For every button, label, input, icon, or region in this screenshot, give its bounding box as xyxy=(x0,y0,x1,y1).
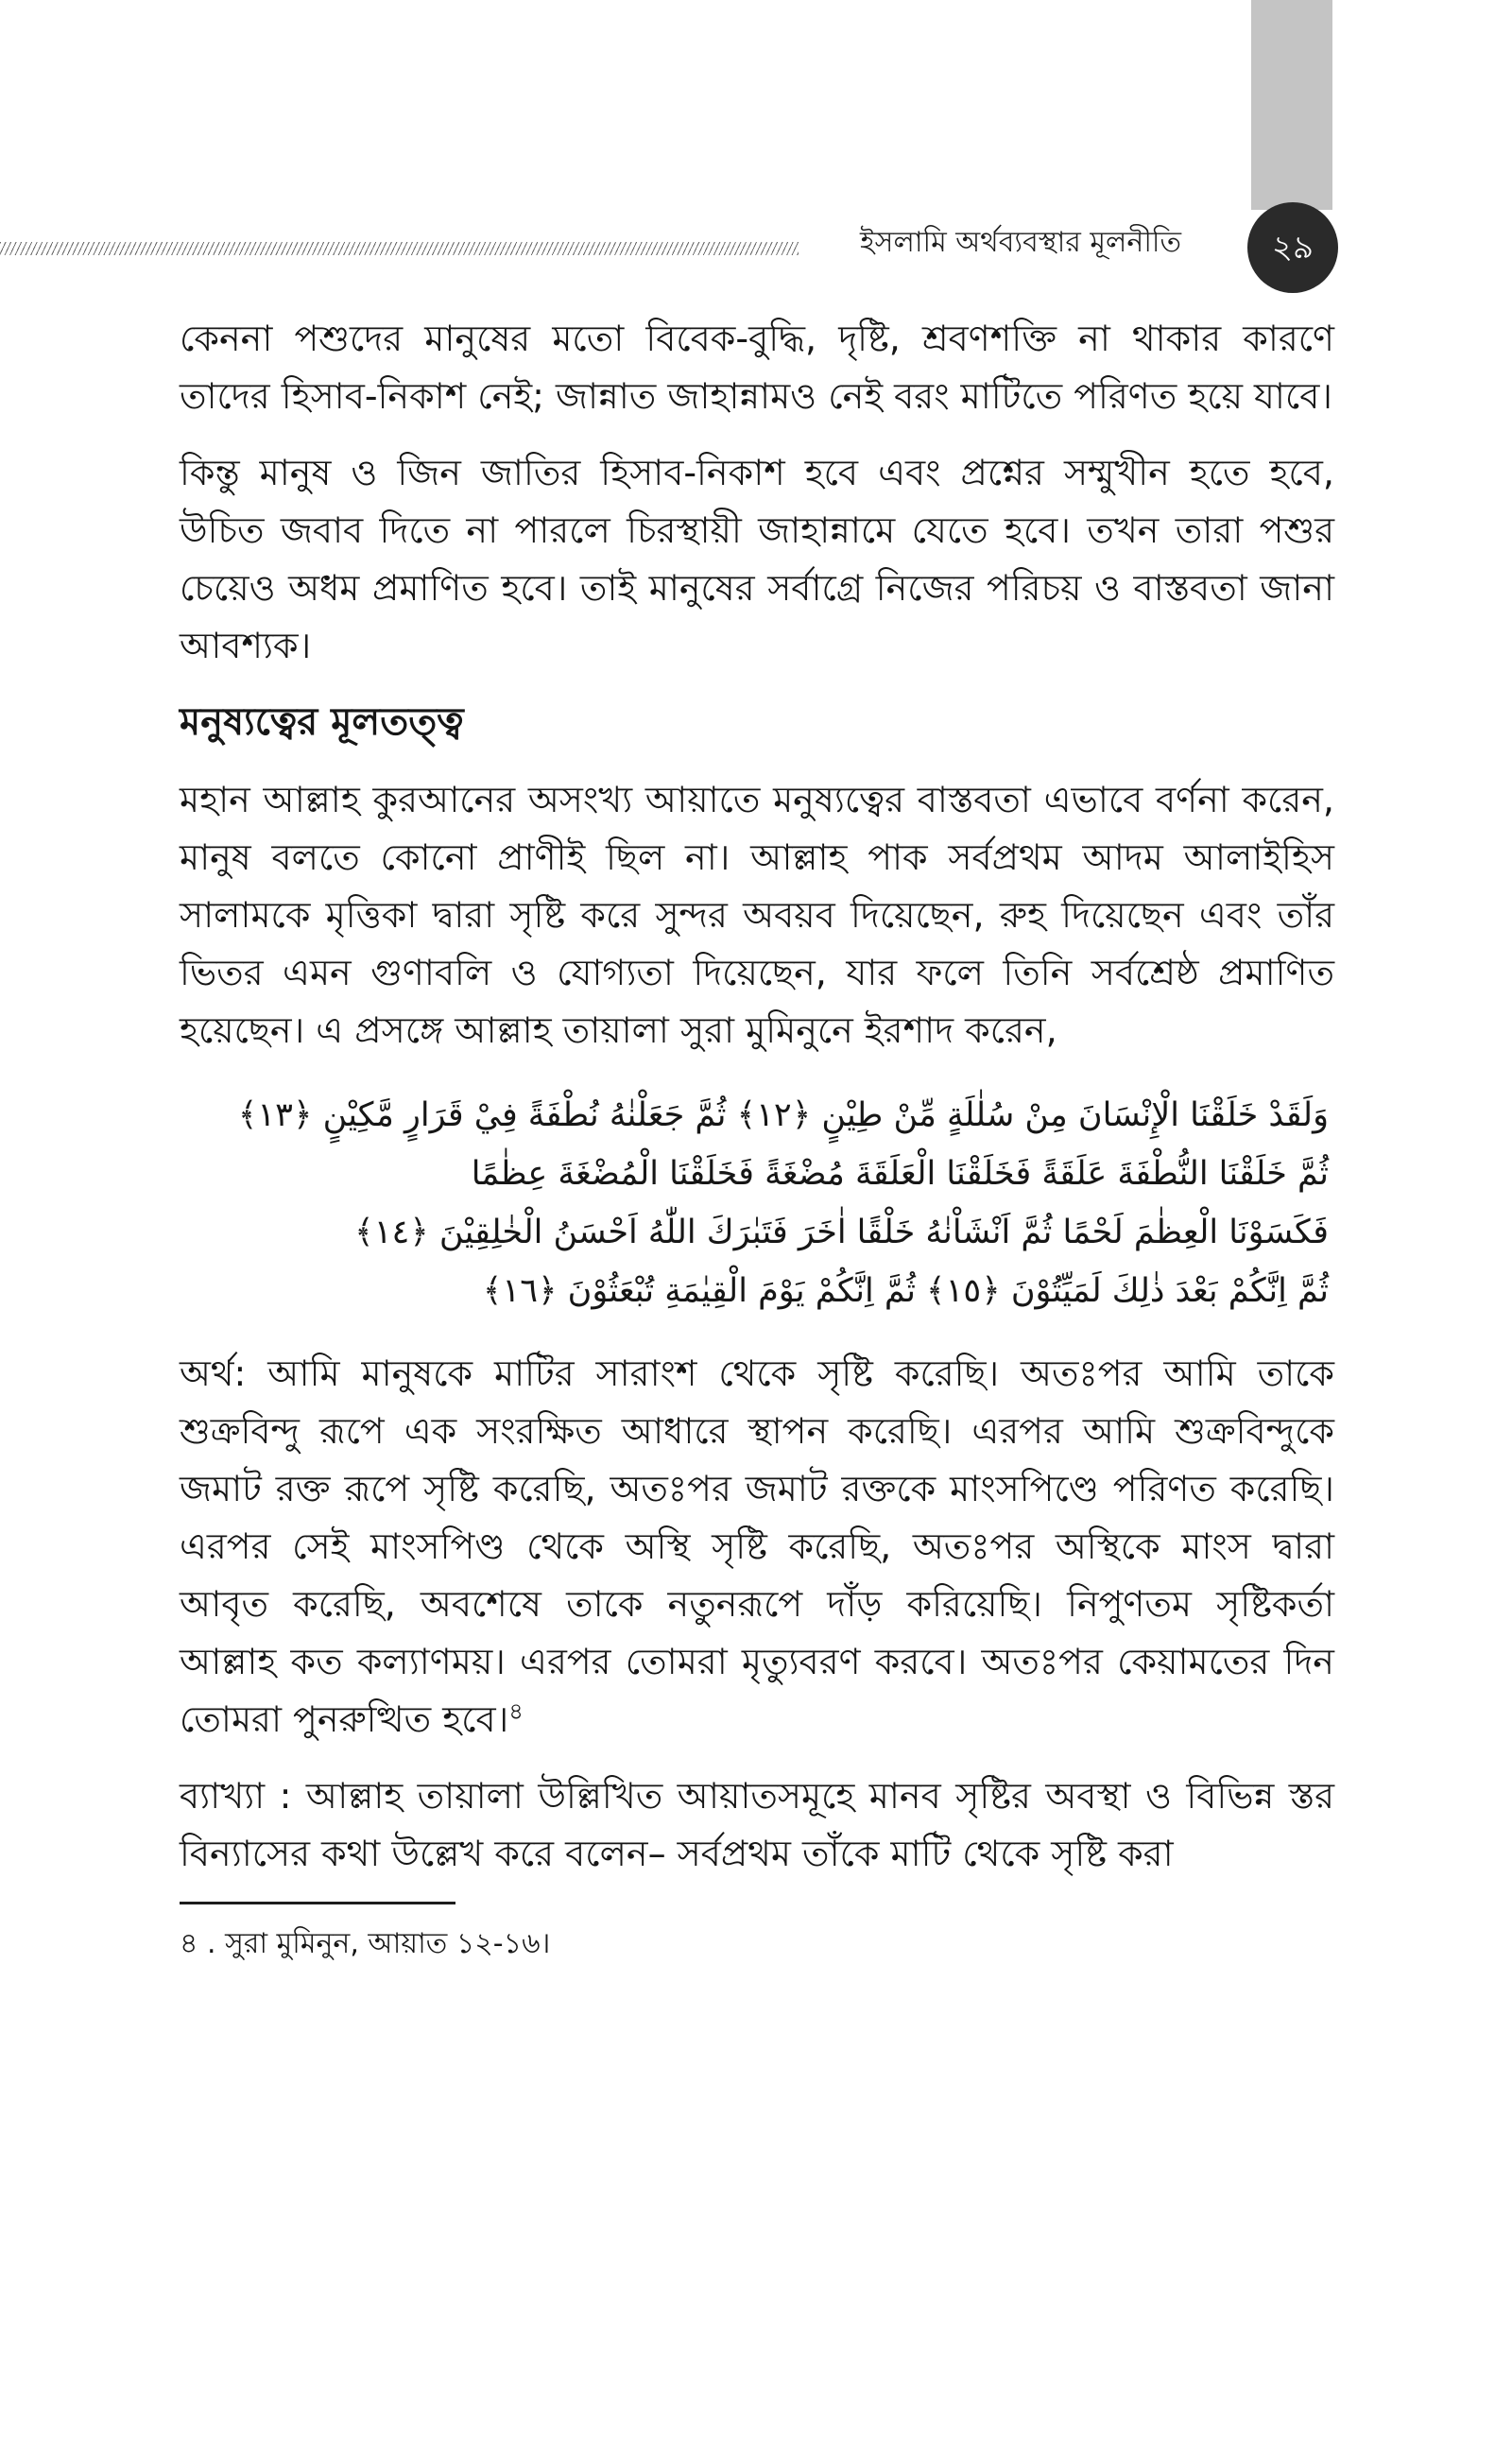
section-heading: মনুষ্যত্বের মূলতত্ত্ব xyxy=(180,700,464,744)
paragraph-3: মহান আল্লাহ কুরআনের অসংখ্য আয়াতে মনুষ্যত্বের বাস্তবতা এভাবে বর্ণনা করেন, মানুষ বলতে কোনো প্রাণীই ছিল না। আল্লাহ পাক সর্বপ্রথম আদম আলাইহিস সালামকে মৃত্তিকা দ্বারা সৃষ্টি করে সুন্দর অবয়ব দিয়েছেন, রুহ দিয়েছেন এবং তাঁর ভিতর এমন গুণাবলি ও যোগ্যতা দিয়েছেন, যার ফলে তিনি সর্বশ্রেষ্ঠ প্রমাণিত হয়েছেন। এ প্রসঙ্গে আল্লাহ তায়ালা সুরা মুমিনুনে ইরশাদ করেন, xyxy=(180,779,1334,1051)
translation-text: অর্থ: আমি মানুষকে মাটির সারাংশ থেকে সৃষ্টি করেছি। অতঃপর আমি তাকে শুক্রবিন্দু রূপে এক সংরক্ষিত আধারে স্থাপন করেছি। এরপর আমি শুক্রবিন্দুকে জমাট রক্ত রূপে সৃষ্টি করেছি, অতঃপর জমাট রক্তকে মাংসপিণ্ডে পরিণত করেছি। এরপর সেই মাংসপিণ্ড থেকে অস্থি সৃষ্টি করেছি, অতঃপর অস্থিকে মাংস দ্বারা আবৃত করেছি, অবশেষে তাকে নতুনরূপে দাঁড় করিয়েছি। নিপুণতম সৃষ্টিকর্তা আল্লাহ কত কল্যাণময়। এরপর তোমরা মৃত্যুবরণ করবে। অতঃপর কেয়ামতের দিন তোমরা পুনরুত্থিত হবে। xyxy=(180,1353,1334,1740)
footnote-rule xyxy=(180,1902,455,1904)
page-edge-tab xyxy=(1251,0,1332,210)
paragraph-1: কেননা পশুদের মানুষের মতো বিবেক-বুদ্ধি, দৃষ্টি, শ্রবণশক্তি না থাকার কারণে তাদের হিসাব-নিকাশ নেই; জান্নাত জাহান্নামও নেই বরং মাটিতে পরিণত হয়ে যাবে। xyxy=(180,318,1334,417)
page-number-badge: ২৯ xyxy=(1247,202,1338,293)
footnote-marker: ৪ xyxy=(508,1697,524,1725)
arabic-line-4: ثُمَّ اِنَّكُمْ بَعْدَ ذٰلِكَ لَمَيِّتُوْنَ ﴿١٥﴾ ثُمَّ اِنَّكُمْ يَوْمَ الْقِيٰمَةِ تُبْعَثُوْنَ ﴿١٦﴾ xyxy=(482,1272,1329,1310)
footnote: ৪ . সুরা মুমিনুন, আয়াত ১২-১৬। xyxy=(180,1927,551,1960)
explanation-paragraph: ব্যাখ্যা : আল্লাহ তায়ালা উল্লিখিত আয়াতসমূহে মানব সৃষ্টির অবস্থা ও বিভিন্ন স্তর বিন্যাসের কথা উল্লেখ করে বলেন– সর্বপ্রথম তাঁকে মাটি থেকে সৃষ্টি করা xyxy=(180,1775,1334,1874)
running-title: ইসলামি অর্থব্যবস্থার মূলনীতি xyxy=(860,226,1181,259)
arabic-line-3: فَكَسَوْنَا الْعِظٰمَ لَحْمًا ثُمَّ اَنْشَاْنٰهُ خَلْقًا اٰخَرَ فَتَبٰرَكَ اللّٰهُ اَحْسَنُ الْخٰلِقِيْنَ ﴿١٤﴾ xyxy=(354,1214,1329,1251)
paragraph-2: কিন্তু মানুষ ও জিন জাতির হিসাব-নিকাশ হবে এবং প্রশ্নের সম্মুখীন হতে হবে, উচিত জবাব দিতে না পারলে চিরস্থায়ী জাহান্নামে যেতে হবে। তখন তারা পশুর চেয়েও অধম প্রমাণিত হবে। তাই মানুষের সর্বাগ্রে নিজের পরিচয় ও বাস্তবতা জানা আবশ্যক। xyxy=(180,452,1334,666)
translation-paragraph xyxy=(180,1345,1334,1749)
header-hatch-rule xyxy=(0,242,799,255)
arabic-line-2: ثُمَّ خَلَقْنَا النُّطْفَةَ عَلَقَةً فَخَلَقْنَا الْعَلَقَةَ مُضْغَةً فَخَلَقْنَا الْمُضْغَةَ عِظٰمًا xyxy=(471,1155,1329,1193)
arabic-line-1: وَلَقَدْ خَلَقْنَا الْإِنْسَانَ مِنْ سُلٰلَةٍ مِّنْ طِيْنٍ ﴿١٢﴾ ثُمَّ جَعَلْنٰهُ نُطْفَةً فِيْ قَرَارٍ مَّكِيْنٍ ﴿١٣﴾ xyxy=(237,1096,1329,1134)
quran-verse-block xyxy=(180,1086,1334,1320)
page-body xyxy=(180,310,1334,1965)
